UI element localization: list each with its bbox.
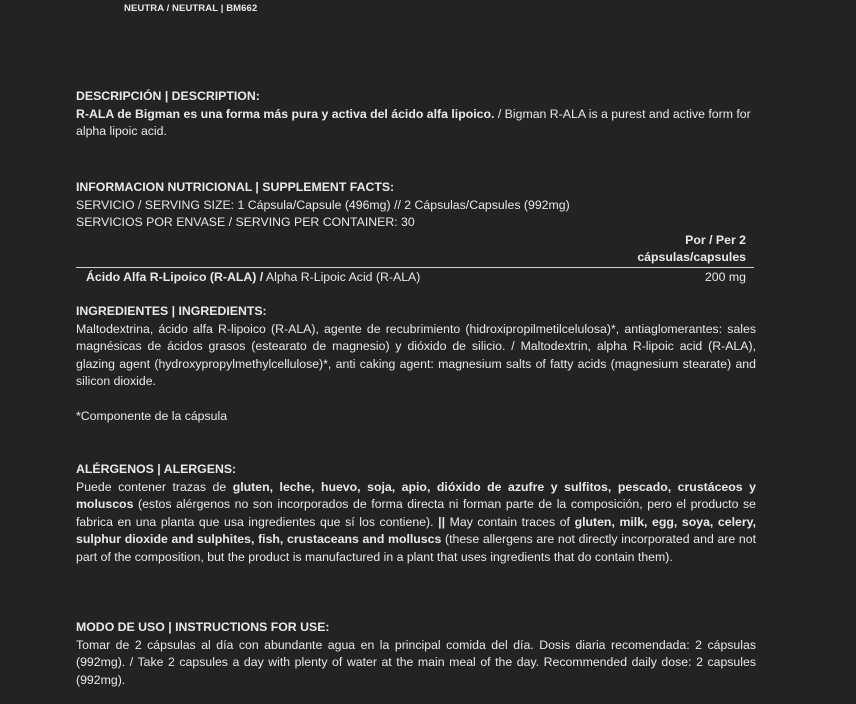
allergens-text-p1: Puede contener trazas de (76, 479, 233, 494)
facts-table (76, 232, 756, 286)
capsule-note: *Componente de la cápsula (76, 409, 228, 423)
allergens-text (76, 479, 756, 567)
ingredients-text: Maltodextrina, ácido alfa R-lipoico (R-ALA), agente de recubrimiento (hidroxipropilmetilcelulosa)*, antiaglomerantes: sales magnésicas de ácidos grasos (estearato de magnesio) y dióxido de silicio. / Maltodextrin, alpha R-lipoic acid (R-ALA), glazing agent (hydroxypropylmethylcellulose)*, anti caking agent: magnesium salts of fatty acids (magnesium stearate) and silicon dioxide. (76, 321, 756, 389)
allergens-separator: || (438, 514, 446, 529)
nutrient-amount: 200 mg (704, 270, 746, 284)
allergens-list-en: gluten, milk, egg, soya, celery, sulphur dioxide and sulphites, fish, crustaceans and molluscs (76, 514, 756, 547)
usage-text: Tomar de 2 cápsulas al día con abundante agua en la principal comida del día. Dosis diaria recomendada: 2 cápsulas (992mg). / Take 2 capsules a day with plenty of water at the main meal of the day. Recommended daily dose: 2 capsules (992mg). (76, 637, 756, 687)
description-text (76, 106, 756, 141)
allergens-section (76, 461, 756, 567)
allergens-text-p2: (estos alérgenos no son incorporados de forma directa ni forman parte de la composición, pero el producto se fabrica en una planta que usa ingredientes que sí los contiene). (76, 497, 756, 529)
nutrient-name-bold: Ácido Alfa R-Lipoico (R-ALA) / (86, 270, 264, 284)
nutrient-name-rest: Alpha R-Lipoic Acid (R-ALA) (263, 270, 421, 284)
description-section (76, 88, 756, 141)
facts-section (76, 179, 756, 232)
serving-size: SERVICIO / SERVING SIZE: 1 Cápsula/Capsule (496mg) // 2 Cápsulas/Capsules (992mg) (76, 197, 570, 212)
capsule-note-section (76, 408, 756, 426)
description-heading: DESCRIPCIÓN | DESCRIPTION: (76, 89, 260, 103)
nutrient-name (86, 268, 420, 286)
allergens-list-es: gluten, leche, huevo, soja, apio, dióxido de azufre y sulfitos, pescado, crustáceos y moluscos (76, 479, 756, 512)
allergens-heading: ALÉRGENOS | ALERGENS: (76, 462, 237, 476)
per-serving-header (76, 232, 756, 266)
facts-heading: INFORMACION NUTRICIONAL | SUPPLEMENT FACTS: (76, 180, 395, 194)
ingredients-heading: INGREDIENTES | INGREDIENTS: (76, 304, 267, 318)
description-text-rest: / Bigman R-ALA is a purest and active form for alpha lipoic acid. (76, 106, 751, 139)
allergens-text-p3: May contain traces of (445, 514, 575, 529)
table-row (76, 268, 756, 286)
description-text-bold: R-ALA de Bigman es una forma más pura y activa del ácido alfa lipoico. (76, 106, 495, 121)
usage-heading: MODO DE USO | INSTRUCTIONS FOR USE: (76, 620, 330, 634)
allergens-text-p4: (these allergens are not directly incorporated and are not part of the composition, but the product is manufactured in a plant that uses ingredients that do contain them). (76, 532, 756, 564)
usage-section (76, 619, 756, 689)
ingredients-section (76, 303, 756, 391)
per-serving-header-line2: cápsulas/capsules (637, 250, 746, 264)
per-serving-header-line1: Por / Per 2 (685, 233, 746, 247)
product-code-line: NEUTRA / NEUTRAL | BM662 (124, 3, 258, 14)
servings-per-container: SERVICIOS POR ENVASE / SERVING PER CONTAINER: 30 (76, 215, 415, 230)
